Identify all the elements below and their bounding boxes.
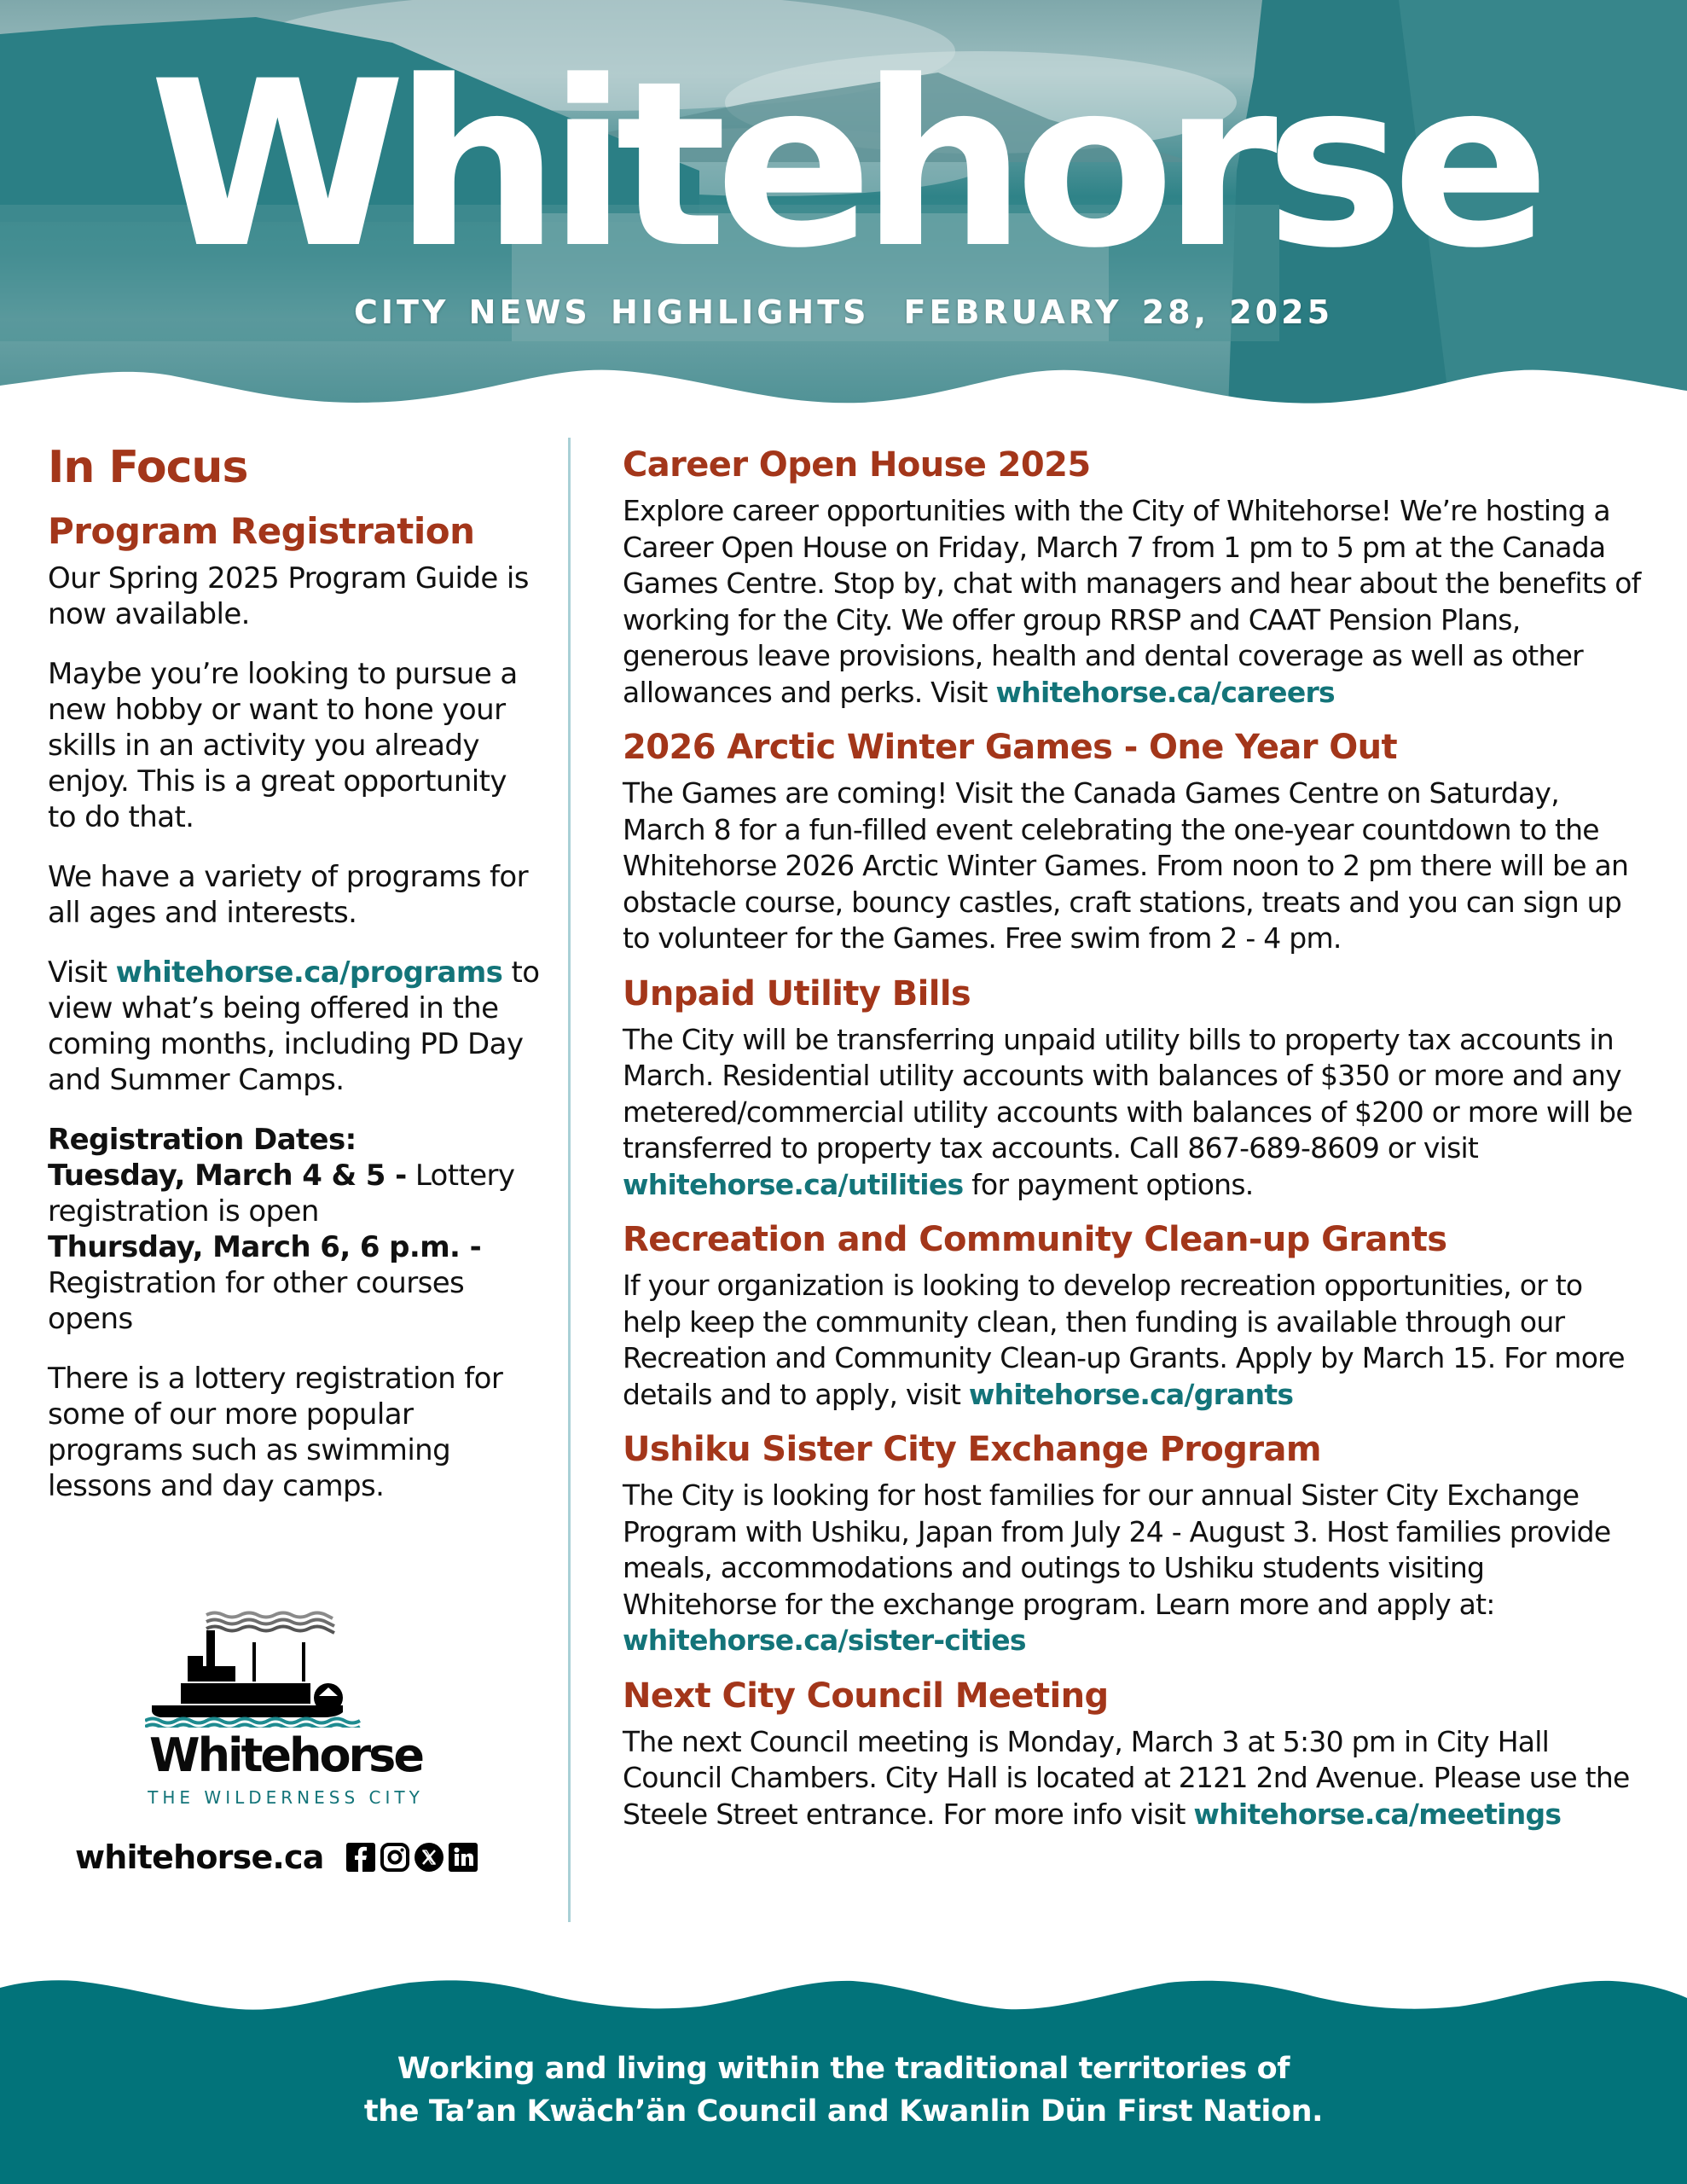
article-text: The next Council meeting is Monday, March 3 at 5:30 pm in City Hall Council Chambers. City Hall is located at 2121 2nd Avenue. Please use the Steele Street entrance. For more info visit [623, 1724, 1630, 1831]
masthead-banner [0, 0, 1687, 410]
masthead-subtitle [0, 293, 1687, 331]
careers-link[interactable]: whitehorse.ca/careers [995, 675, 1335, 709]
contact-row [75, 1838, 478, 1876]
social-links [346, 1843, 478, 1872]
registration-dates-heading: Registration Dates: [48, 1123, 357, 1158]
article-body: The Games are coming! Visit the Canada Games Centre on Saturday, March 8 for a fun-filled event celebrating the one-year countdown to the Whitehorse 2026 Arctic Winter Games. From noon to 2 pm there will be an obstacle course, bouncy castles, craft stations, treats and you can sign up to volunteer for the Games. Free swim from 2 - 4 pm. [623, 776, 1629, 955]
sister-cities-link[interactable]: whitehorse.ca/sister-cities [623, 1623, 1026, 1657]
meetings-link[interactable]: whitehorse.ca/meetings [1193, 1797, 1562, 1831]
masthead-title: Whitehorse [148, 32, 1539, 299]
visit-text: Visit [48, 956, 116, 990]
acknowledgement-line-1: Working and living within the traditional territories of [397, 2052, 1290, 2086]
lottery-paragraph: There is a lottery registration for some of our more popular programs such as swimming lessons and day camps. [48, 1362, 503, 1504]
header-wave-edge [0, 341, 1687, 410]
program-registration-title: Program Registration [48, 510, 475, 553]
logo-wordmark: Whitehorse [149, 1728, 422, 1782]
variety-paragraph: We have a variety of programs for all ages and interests. [48, 860, 528, 931]
land-acknowledgement [0, 2048, 1687, 2133]
general-registration-date: Thursday, March 6, 6 p.m. - [48, 1230, 482, 1265]
article-text: Explore career opportunities with the City of Whitehorse! We’re hosting a Career Open House on Friday, March 7 from 1 pm to 5 pm at the Canada Games Centre. Stop by, chat with managers and hear about the benefits of working for the City. We offer group RRSP and CAAT Pension Plans, generous leave provisions, health and dental coverage as well as other allowances and perks. Visit [623, 494, 1641, 709]
x-icon[interactable] [415, 1843, 443, 1872]
article-body [623, 1724, 1646, 1833]
in-focus-sidebar [48, 444, 542, 1528]
facebook-icon[interactable] [346, 1843, 375, 1872]
article-title: 2026 Arctic Winter Games - One Year Out [623, 728, 1398, 767]
article-text: The City will be transferring unpaid utility bills to property tax accounts in March. Residential utility accounts with balances of $350 or more and any metered/commercial utility accounts with balances of $200 or more will be transferred to property tax accounts. Call 867-689-8609 or visit [623, 1022, 1632, 1165]
article-text: If your organization is looking to develop recreation opportunities, or to help keep the community clean, then funding is available through our Recreation and Community Clean-up Grants. Apply by March 15. For more details and to apply, visit [623, 1269, 1625, 1411]
general-registration-text: Registration for other courses opens [48, 1266, 465, 1337]
hobby-paragraph: Maybe you’re looking to pursue a new hobby or want to hone your skills in an activity you already enjoy. This is a great opportunity to do that. [48, 657, 518, 835]
column-divider [568, 438, 571, 1922]
article-title: Recreation and Community Clean-up Grants [623, 1220, 1447, 1259]
article-arctic-winter-games [623, 724, 1646, 957]
logo-tagline: THE WILDERNESS CITY [148, 1787, 424, 1808]
lottery-date: Tuesday, March 4 & 5 - [48, 1159, 407, 1194]
article-body [623, 493, 1646, 711]
article-body [623, 1478, 1646, 1659]
grants-link[interactable]: whitehorse.ca/grants [968, 1377, 1294, 1411]
city-logo [145, 1600, 426, 1808]
article-body [623, 1268, 1646, 1413]
section-title-in-focus: In Focus [48, 442, 248, 493]
linkedin-icon[interactable] [449, 1843, 478, 1872]
article-sister-city-exchange [623, 1426, 1646, 1659]
land-acknowledgement-footer [0, 1962, 1687, 2184]
acknowledgement-line-2: the Ta’an Kwäch’än Council and Kwanlin Dün First Nation. [363, 2094, 1324, 2129]
article-title: Ushiku Sister City Exchange Program [623, 1430, 1321, 1469]
article-title: Next City Council Meeting [623, 1676, 1109, 1716]
article-text: The City is looking for host families for our annual Sister City Exchange Program with Ushiku, Japan from July 24 - August 3. Host families provide meals, accommodations and outings to Ushiku students visiting Whitehorse for the exchange program. Learn more and apply at: [623, 1478, 1611, 1621]
programs-link[interactable]: whitehorse.ca/programs [115, 956, 503, 990]
issue-date: FEBRUARY 28, 2025 [903, 293, 1334, 331]
article-career-open-house [623, 442, 1646, 711]
article-council-meeting [623, 1673, 1646, 1833]
article-body [623, 1022, 1646, 1204]
lottery-text: Lottery registration is open [48, 1159, 515, 1229]
newsletter-name: CITY NEWS HIGHLIGHTS [353, 293, 870, 331]
programs-description: to view what’s being offered in the coming months, including PD Day and Summer Camps. [48, 956, 540, 1098]
article-title: Unpaid Utility Bills [623, 973, 971, 1014]
instagram-icon[interactable] [380, 1843, 409, 1872]
article-text-end: for payment options. [963, 1167, 1254, 1201]
utilities-link[interactable]: whitehorse.ca/utilities [623, 1167, 964, 1201]
registration-dates [48, 1122, 542, 1337]
program-guide-paragraph: Our Spring 2025 Program Guide is now available. [48, 561, 529, 632]
news-articles [623, 442, 1646, 1846]
programs-link-paragraph [48, 955, 542, 1098]
article-community-grants [623, 1217, 1646, 1413]
article-unpaid-utility-bills [623, 971, 1646, 1204]
sternwheeler-icon [145, 1600, 426, 1728]
website-link[interactable]: whitehorse.ca [75, 1838, 324, 1876]
article-title: Career Open House 2025 [623, 445, 1091, 485]
